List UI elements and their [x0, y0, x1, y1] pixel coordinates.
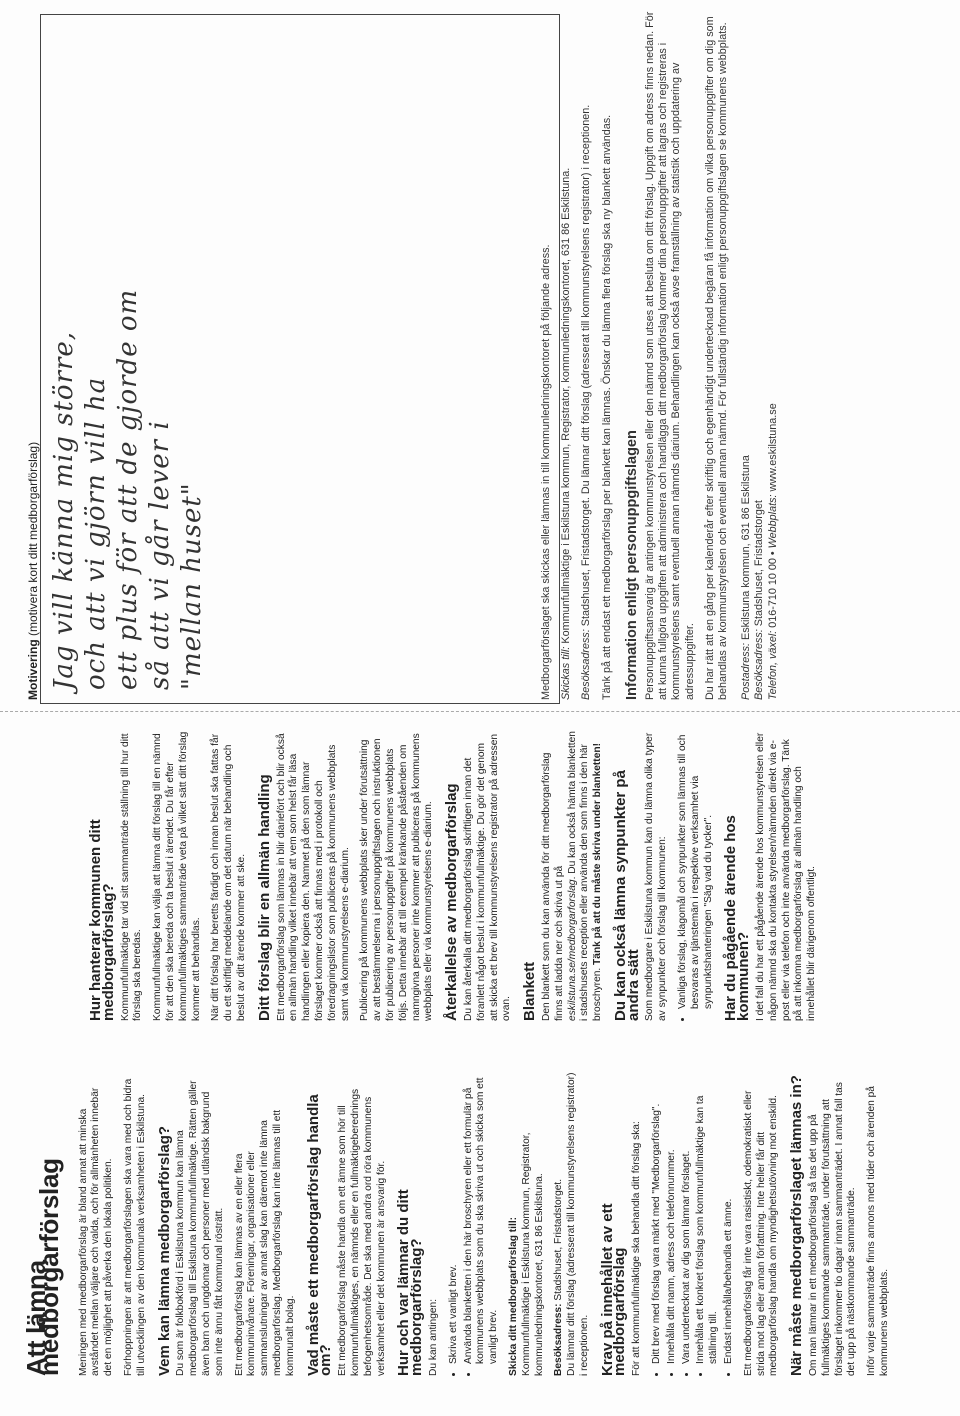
- right-visit-label: Besöksadress:: [580, 629, 593, 700]
- when-paragraph-1: Om man lämnar in ett medborgarförslag så tas det upp på fullmäktiges kommande sammanträde, under förutsättning att förslaget inkommer tio dagar innan sammanträdet. I annat fall tas det upp på nästkommande sammanträde.: [808, 1082, 858, 1376]
- handwriting-line: Jag vill känna mig större,: [49, 330, 79, 690]
- right-visit-text: Stadshuset, Fristadstorget. Du lämnar ditt förslag (adresserat till kommunstyrelsens registrator) i receptionen.: [580, 104, 593, 627]
- list-item: • Vara undertecknat av dig som lämnar förslaget.: [681, 1071, 694, 1364]
- info-paragraph-2: Du har rätt att en gång per kalenderår efter skriftlig och egenhändigt undertecknad begäran få information om vilka personuppgifter om dig som behandlas av kommunstyrelsen och eventuell annan nämnd. För fullständig information enligt personuppgiftslagen se kommunens webbplats.: [703, 16, 730, 700]
- recall-paragraph: Du kan återkalla ditt medborgarförslag skriftligen innan det föranlett något beslut i kommunfullmäktige. Du gör det genom att skicka ett brev till kommunstyrelsens registrator på adressen ovan.: [462, 733, 513, 1021]
- public-paragraph-1: Ett medborgarförslag som lämnas in blir diariefört och blir också en allmän handling vilket innebär att vem som helst får läsa handlingen eller kopiera den. Namnet på den som lämnar förslaget kommer också att finnas med i protokoll och föredragningslistor som publiceras på kommunens webbplats samt via kommunstyrelsens e-diarium.: [275, 733, 351, 1021]
- send-to-text: Kommunfullmäktige i Eskilstuna kommun, Registrator, kommunledningskontoret, 631 86 Eskilstuna.: [560, 167, 573, 644]
- list-item: • Skriva ett vanligt brev.: [448, 1071, 461, 1364]
- public-paragraph-2: Publicering på kommunens webbplats sker under förutsättning av att bestämmelserna i personuppgiftslagen och instruktionen för publicering av personuppgifter på kommunens webbplats följs. Detta innebär att till exempel kränkande påståenden om namngivna personer inte kommer att publiceras på kommunens webbplats eller via kommunstyrelsens e-diarium.: [359, 733, 435, 1021]
- requirements-intro: För att kommunfullmäktige ska behandla ditt förslag ska:: [631, 1121, 643, 1376]
- phone-text: 016-710 10 00: [766, 558, 779, 628]
- form-text-b: . Du kan också hämta blanketten i stadshusets reception eller använda den som finns i den här broschyren.: [566, 731, 604, 1021]
- intro-paragraph-2: Förhoppningen är att medborgarförslagen ska vara med och bidra till utvecklingen av den kommunala verksamheten i Eskilstuna.: [122, 1078, 147, 1376]
- handwriting-line: och att vi gjörn vill ha: [81, 376, 111, 690]
- form-sign-note: Tänk på att du måste skriva under blanketten!: [592, 743, 604, 965]
- column-2: [80, 731, 960, 1021]
- handle-heading: Hur hanterar kommunen ditt medborgarförslag?: [87, 819, 117, 1021]
- info-paragraph-1: Personuppgiftsansvarig är antingen kommunstyrelsen eller den nämnd som utses att besluta om ditt förslag. Uppgift om adress finns nedan. För att kunna fullgöra uppgiften att administrera och handlägga ditt medborgarförslag kommer dina personuppgifter att lagras och registreras i kommunstyrelsens samt eventuell annan nämnds diarium. Behandlingen kan också avse framställning av statistik och uppdatering av adressuppgifter.: [644, 11, 696, 700]
- visit2-line: [753, 10, 766, 700]
- ongoing-paragraph: I det fall du har ett pågående ärende hos kommunstyrelsen eller någon nämnd ska du kontakta styrelsen/nämnden direkt via e-post eller via telefon och inte använda medborgarförslag. Tänk på att inkomna medborgarförslag är allmän handling och innehållet blir därigenom offentligt.: [755, 732, 818, 1021]
- list-item: • Vanliga förslag, klagomål och synpunkter som lämnas till och besvaras av tjänstemän i respektive verksamhet via synpunktshanteringen "Säg vad du tycker".: [677, 731, 715, 1009]
- right-visit-block: [580, 10, 593, 700]
- how-intro: Du kan antingen:: [427, 1298, 439, 1376]
- motivation-label: Motivering: [26, 639, 40, 700]
- public-heading: Ditt förslag blir en allmän handling: [255, 774, 273, 1021]
- column-1: [21, 1071, 960, 1376]
- recall-heading: Återkallelse av medborgarförslag: [443, 783, 461, 1021]
- handle-paragraph-1: Kommunfullmäktige tar vid sitt sammanträde ställning till hur ditt förslag ska beredas.: [119, 733, 144, 1021]
- how-list: [448, 1071, 501, 1376]
- fold-line: [0, 711, 960, 712]
- visit2-label: Besöksadress:: [753, 629, 766, 700]
- phone-web-line: Telefon, växel: 016-710 10 00 • Webbplats: www.eskilstuna.se: [766, 403, 779, 700]
- who-heading: Vem kan lämna medborgarförslag?: [155, 1125, 173, 1376]
- send-label: Skicka ditt medborgarförslag till:: [507, 1216, 519, 1376]
- handwriting-line: så att vi går lever i: [145, 420, 175, 690]
- visit-label: Besöksadress:: [553, 1303, 565, 1376]
- form-heading: Blankett: [521, 961, 539, 1021]
- other-heading: Du kan också lämna synpunkter på andra sätt: [611, 770, 642, 1021]
- left-panel: [0, 708, 960, 1416]
- list-item: • Endast innehålla/behandla ett ämne.: [723, 1071, 736, 1364]
- page-title: Att lämna medborgarförslag: [21, 1158, 64, 1376]
- requirements-note: Ett medborgarförslag får inte vara rasistiskt, odemokratiskt eller strida mot lag eller annan författning. Inte heller får ditt medborgarförslag handla om myndighetsutövning mot enskild.: [742, 1090, 780, 1376]
- ongoing-heading: Har du pågående ärende hos kommunen?: [722, 815, 753, 1021]
- form-link[interactable]: eskilstuna.se/medborgarforslag: [566, 879, 578, 1021]
- how-heading: Hur och var lämnar du ditt medborgarförslag?: [395, 1189, 426, 1376]
- requirements-list: [651, 1071, 736, 1376]
- what-paragraph: Ett medborgarförslag måste handla om ett ämne som hör till kommunfullmäktiges, en nämnds eller en fullmäktigeberednings befogenhetsområde. Det ska med andra ord röra kommunens verksamhet eller det kommunen är ansvarig för.: [337, 1088, 387, 1376]
- handle-paragraph-2: Kommunfullmäktige kan välja att lämna ditt förslag till en nämnd för att den ska bereda och ta beslut i ärendet. Du får efter kommunfullmäktiges sammanträde veta på vilket sätt ditt förslag kommer att behandlas.: [152, 731, 202, 1021]
- list-item: • Innehålla ditt namn, adress och telefonnummer.: [666, 1071, 679, 1364]
- handle-paragraph-3: När ditt förslag har beretts färdigt och innan beslut ska fattas får du ett skriftligt meddelande om det datum när behandling och beslut av ditt ärende kommer att ske.: [210, 733, 247, 1021]
- info-heading: Information enligt personuppgiftslagen: [623, 430, 640, 700]
- handwriting-line: ett plus för att de gjorde om: [113, 288, 143, 690]
- other-list: [677, 731, 715, 1021]
- when-heading: När måste medborgarförslaget lämnas in?: [788, 1075, 806, 1376]
- visit-block: [553, 1071, 591, 1376]
- visit-text: Stadshuset, Fristadstorget.: [553, 1178, 565, 1301]
- send-address-block: [508, 1071, 546, 1376]
- web-link[interactable]: www.eskilstuna.se: [766, 403, 779, 492]
- list-item: • Ditt brev med förslag vara märkt med "Medborgarförslag".: [651, 1071, 664, 1364]
- contact-footer: [740, 10, 780, 700]
- right-text: [540, 10, 780, 700]
- form-paragraph: [541, 731, 605, 1021]
- what-heading: Vad måste ett medborgarförslag handla om?: [304, 1094, 335, 1376]
- post-text: Eskilstuna kommun, 631 86 Eskilstuna: [740, 455, 753, 640]
- right-note: Tänk på att endast ett medborgarförslag per blankett kan lämnas. Önskar du lämna flera förslag ska ny blankett användas.: [600, 114, 613, 700]
- send-to-block: [560, 10, 573, 700]
- send-to-label: Skickas till:: [560, 646, 573, 700]
- requirements-heading: Krav på innehållet av ett medborgarförslag: [598, 1203, 629, 1376]
- handwriting-line: "mellan huset": [177, 482, 207, 690]
- when-paragraph-2: Inför varje sammanträde finns annons med tider och ärenden på kommunens webbplats.: [866, 1086, 891, 1376]
- post-line: [740, 10, 753, 700]
- visit-note: Du lämnar ditt förslag (adresserat till kommunstyrelsens registrator) i receptionen.: [566, 1072, 590, 1376]
- who-paragraph-1: Du som är folkbokförd i Eskilstuna kommun kan lämna medborgarförslag till Eskilstuna kommunfullmäktige. Rätten gäller även barn och ungdomar och personer med utländsk bakgrund som inte ännu fått kommunal rösträtt.: [175, 1080, 225, 1376]
- other-paragraph: Som medborgare i Eskilstuna kommun kan du lämna olika typer av synpunkter och förslag till kommunen:: [644, 732, 669, 1021]
- send-paragraph: Medborgarförslaget ska skickas eller lämnas in till kommunledningskontoret på följande adress.: [540, 244, 552, 700]
- phone-label: Telefon, växel:: [766, 630, 779, 700]
- visit2-text: Stadshuset, Fristadstorget: [753, 500, 766, 627]
- who-paragraph-2: Ett medborgarförslag kan lämnas av en eller flera kommuninvånare. Föreningar, organisationer eller sammanslutningar av annat slag kan däremot inte lämna medborgarförslag. Medborgarförslag kan inte lämnas till ett kommunalt bolag.: [233, 1109, 296, 1376]
- motivation-area: [0, 4, 960, 704]
- send-address: Kommunfullmäktige i Eskilstuna kommun, Registrator, kommunledningskontoret, 631 86 Eskilstuna.: [520, 1132, 545, 1376]
- list-item: • Innehålla ett konkret förslag som kommunfullmäktige kan ta ställning till.: [695, 1071, 721, 1364]
- post-label: Postadress:: [740, 642, 753, 700]
- web-label: Webbplats:: [766, 494, 779, 549]
- list-item: • Använda blanketten i den här broschyren eller ett formulär på kommunens webbplats som du ska skriva ut och skicka som ett vanligt brev.: [463, 1071, 501, 1364]
- form-text-a: Den blankett som du kan använda för ditt medborgarförslag finns att ladda ner och skriva ut på: [540, 752, 565, 1021]
- motivation-hint: (motivera kort ditt medborgarförslag): [26, 441, 40, 636]
- handwritten-text: [48, 10, 208, 690]
- intro-paragraph-1: Meningen med medborgarförslag är bland annat att minska avståndet mellan väljare och valda, och för allmänheten innebär det en möjlighet att påverka den lokala politiken.: [77, 1087, 115, 1376]
